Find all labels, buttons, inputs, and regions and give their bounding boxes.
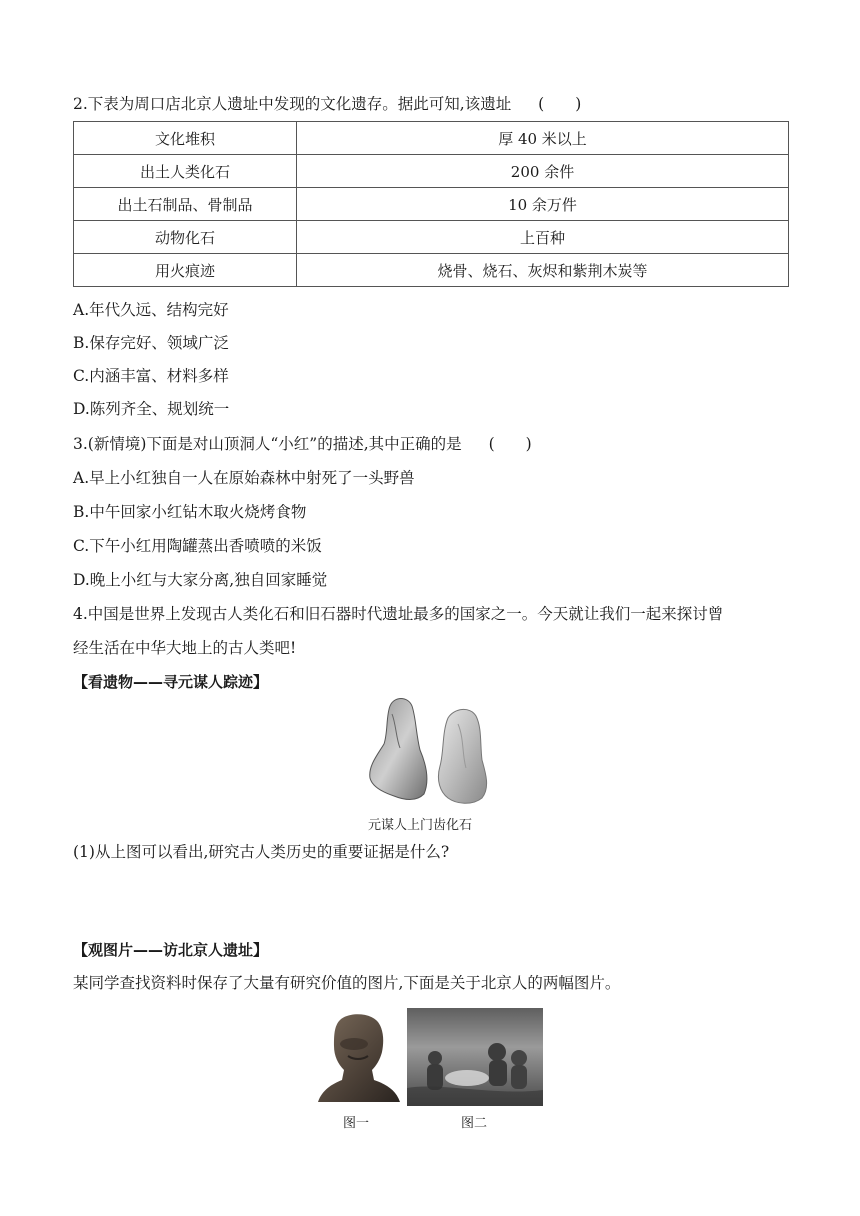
q2-option-c: C.内涵丰富、材料多样	[73, 367, 229, 385]
peking-man-fire-scene-figure	[407, 1008, 543, 1106]
q2-option-d: D.陈列齐全、规划统一	[73, 400, 230, 418]
table-cell-item: 文化堆积	[74, 122, 297, 155]
section2-text: 某同学查找资料时保存了大量有研究价值的图片,下面是关于北京人的两幅图片。	[73, 974, 621, 992]
q4-intro-line1: 4.中国是世界上发现古人类化石和旧石器时代遗址最多的国家之一。今天就让我们一起来探讨曾	[73, 605, 724, 623]
table-cell-item: 出土石制品、骨制品	[74, 188, 297, 221]
table-row	[74, 122, 789, 155]
table-row	[74, 254, 789, 287]
q3-option-a: A.早上小红独自一人在原始森林中射死了一头野兽	[73, 469, 415, 487]
q2-option-a: A.年代久远、结构完好	[73, 301, 229, 319]
table-cell-item: 用火痕迹	[74, 254, 297, 287]
table-cell-value: 烧骨、烧石、灰烬和紫荆木炭等	[297, 254, 789, 287]
table-cell-value: 200 余件	[297, 155, 789, 188]
table-cell-value: 厚 40 米以上	[297, 122, 789, 155]
q4-intro-line2: 经生活在中华大地上的古人类吧!	[73, 639, 297, 657]
yuanmou-teeth-figure	[360, 694, 500, 814]
q4-sub-question-1: (1)从上图可以看出,研究古人类历史的重要证据是什么?	[73, 843, 450, 861]
table-cell-value: 10 余万件	[297, 188, 789, 221]
q2-stem-text: 2.下表为周口店北京人遗址中发现的文化遗存。据此可知,该遗址	[73, 95, 512, 113]
q3-stem-text: 3.(新情境)下面是对山顶洞人“小红”的描述,其中正确的是	[73, 435, 462, 453]
figure-2-caption: 图二	[461, 1116, 488, 1131]
figure-1-caption: 图一	[343, 1116, 370, 1131]
q2-option-b: B.保存完好、领域广泛	[73, 334, 229, 352]
q2-answer-bracket: ( )	[538, 95, 582, 113]
table-row	[74, 221, 789, 254]
table-cell-value: 上百种	[297, 221, 789, 254]
peking-man-bust-figure	[312, 1010, 404, 1104]
section-title-beijing: 【观图片——访北京人遗址】	[73, 941, 269, 959]
q3-option-b: B.中午回家小红钻木取火烧烤食物	[73, 503, 307, 521]
tooth-fossil-left	[370, 699, 427, 800]
q2-stem	[73, 94, 581, 114]
q3-stem	[73, 434, 532, 454]
table-row	[74, 188, 789, 221]
table-cell-item: 动物化石	[74, 221, 297, 254]
tooth-fossil-right	[438, 709, 486, 803]
section-title-yuanmou: 【看遗物——寻元谋人踪迹】	[73, 673, 269, 691]
yuanmou-figure-caption: 元谋人上门齿化石	[368, 818, 473, 833]
heritage-table	[73, 121, 789, 287]
table-row	[74, 155, 789, 188]
table-cell-item: 出土人类化石	[74, 155, 297, 188]
q3-option-d: D.晚上小红与大家分离,独自回家睡觉	[73, 571, 328, 589]
q3-option-c: C.下午小红用陶罐蒸出香喷喷的米饭	[73, 537, 322, 555]
q3-answer-bracket: ( )	[488, 435, 532, 453]
